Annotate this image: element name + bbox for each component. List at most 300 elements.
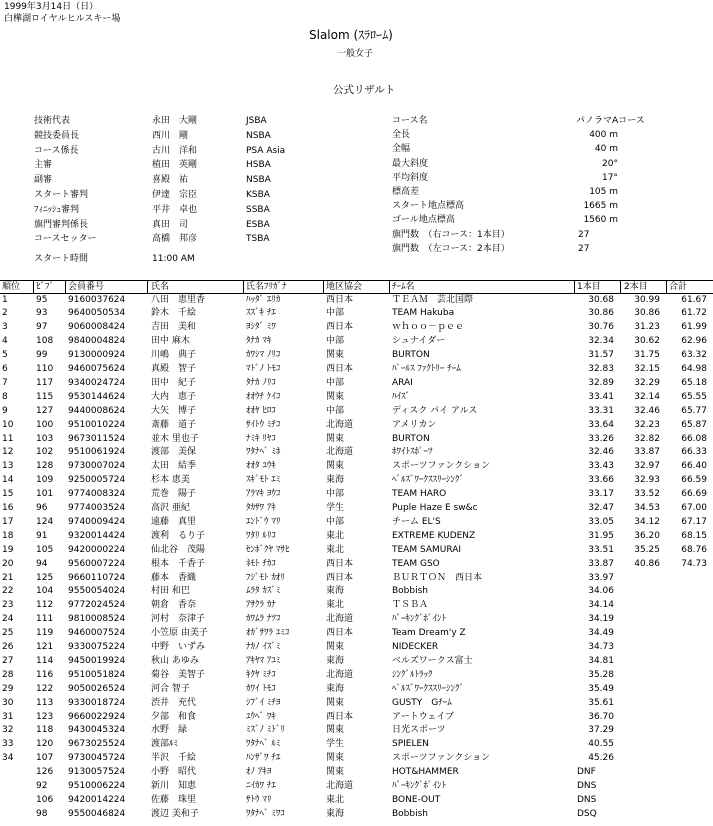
cell-total: 61.72	[681, 308, 707, 319]
cell-team: Bobbish	[392, 586, 428, 597]
course-label: 旗門数 （右コース：1本目）	[392, 229, 510, 240]
cell-team: ＢＵＲＴＯＮ 西日本	[392, 572, 483, 583]
cell-total: 67.00	[681, 503, 707, 513]
cell-region: 北海道	[326, 419, 354, 430]
cell-run1: 33.41	[588, 391, 614, 402]
cell-name: 水野 緑	[151, 725, 188, 736]
cell-total: 66.69	[681, 489, 707, 500]
cell-run1: 33.66	[588, 475, 614, 486]
cell-kana: ﾆｲｶﾜ ﾁｴ	[246, 781, 276, 791]
cell-region: 北海道	[326, 614, 354, 625]
cell-bib: 101	[36, 489, 54, 500]
cell-region: 西日本	[326, 572, 354, 583]
cell-member-no: 9420014224	[68, 794, 126, 805]
cell-run2: 34.12	[634, 516, 660, 527]
cell-run1: 33.05	[588, 516, 614, 527]
official-org: JSBA	[246, 116, 267, 126]
table-row	[0, 419, 713, 433]
cell-name: 渋井 充代	[151, 697, 197, 708]
cell-team: TEAM SAMURAI	[392, 544, 462, 555]
cell-member-no: 9550046824	[68, 808, 126, 819]
cell-name: 渡利 るり子	[151, 530, 206, 541]
cell-region: 関東	[326, 461, 345, 472]
cell-rank: 28	[2, 669, 14, 680]
cell-rank: 2	[2, 308, 8, 319]
cell-kana: ｵｵﾔ ﾋﾛｺ	[246, 405, 276, 416]
cell-kana: ｼﾌﾞｲ ﾐﾁﾖ	[246, 697, 281, 708]
cell-member-no: 9510006224	[68, 781, 126, 791]
table-header-row	[0, 280, 713, 294]
cell-region: 東海	[326, 475, 345, 486]
cell-run2: 33.52	[634, 489, 660, 500]
course-value: 105 m	[589, 187, 618, 197]
cell-member-no: 9320014424	[68, 530, 126, 541]
cell-kana: ｵﾉ ｱｷﾖ	[246, 767, 272, 778]
cell-kana: ｵｵｳﾁ ｹｲｺ	[246, 391, 281, 402]
cell-total: 74.73	[681, 558, 707, 569]
cell-member-no: 9810008524	[68, 614, 126, 625]
cell-member-no: 9250005724	[68, 475, 126, 486]
cell-bib: 107	[36, 753, 54, 764]
cell-member-no: 9130057524	[68, 767, 126, 778]
cell-name: 並木 里也子	[151, 433, 199, 444]
cell-region: 中部	[326, 489, 345, 500]
cell-member-no: 9510061924	[68, 447, 126, 458]
cell-bib: 128	[36, 461, 54, 472]
cell-name: 高沢 亜紀	[151, 503, 190, 513]
cell-run1: 31.95	[588, 530, 614, 541]
cell-run1: 33.51	[588, 544, 614, 555]
cell-total: 64.98	[681, 364, 707, 374]
table-row	[0, 655, 713, 669]
cell-kana: ﾜﾀﾘ ﾙﾘｺ	[246, 530, 276, 541]
cell-bib: 114	[36, 655, 54, 666]
cell-run2: 32.29	[634, 377, 660, 388]
cell-run1: 34.19	[588, 614, 614, 625]
cell-member-no: 9673011524	[68, 433, 126, 444]
cell-region: 北海道	[326, 447, 354, 458]
cell-member-no: 9330075224	[68, 642, 126, 652]
course-value: 20°	[602, 158, 618, 169]
cell-team: スポーツファンクション	[392, 461, 491, 472]
course-label: ゴール地点標高	[392, 215, 455, 226]
course-value: 1665 m	[583, 201, 618, 212]
cell-run1: 33.26	[588, 433, 614, 444]
course-label: 全幅	[392, 144, 411, 155]
cell-rank: 19	[2, 544, 14, 555]
cell-region: 関東	[326, 350, 345, 361]
cell-region: 東海	[326, 655, 345, 666]
cell-bib: 117	[36, 377, 54, 388]
official-name: 永田 大剛	[152, 116, 198, 126]
cell-bib: 111	[36, 614, 54, 625]
cell-team: ﾊﾟｰｷﾝｸﾞﾎﾟｲﾝﾄ	[392, 614, 447, 625]
cell-member-no: 9730045724	[68, 753, 126, 764]
cell-member-no: 9430045324	[68, 725, 126, 736]
cell-rank: 5	[2, 350, 8, 361]
official-role: 副審	[34, 175, 53, 186]
cell-total: 61.99	[681, 322, 707, 333]
cell-region: 北海道	[326, 781, 354, 791]
cell-name: 吉田 美和	[151, 322, 197, 333]
table-row	[0, 697, 713, 711]
cell-run1: 34.73	[588, 642, 614, 652]
course-label: 標高差	[392, 187, 420, 197]
cell-bib: 91	[36, 530, 48, 541]
cell-team: NIDECKER	[392, 642, 439, 652]
official-role: 競技委員長	[34, 130, 80, 141]
cell-member-no: 9774003524	[68, 503, 126, 513]
header-kana: 氏名ﾌﾘｶﾞﾅ	[246, 282, 287, 292]
cell-total: 65.18	[681, 377, 707, 388]
table-row	[0, 585, 713, 599]
cell-rank: 26	[2, 642, 14, 652]
cell-bib: 98	[36, 808, 48, 819]
cell-kana: ﾀﾅｶ ﾉﾘｺ	[246, 377, 276, 388]
official-name: 西川 剛	[152, 130, 189, 141]
official-role: スタート審判	[34, 190, 89, 200]
cell-bib: 116	[36, 669, 54, 680]
cell-kana: ｻﾄｳ ﾏﾘ	[246, 794, 272, 805]
cell-member-no: 9550054024	[68, 586, 126, 597]
cell-run1: 34.81	[588, 655, 614, 666]
cell-region: 中部	[326, 308, 345, 319]
table-row	[0, 488, 713, 502]
cell-name: 太田 結季	[151, 461, 197, 472]
header-rank: 順位	[2, 282, 21, 292]
cell-member-no: 9050026524	[68, 683, 126, 694]
cell-kana: ｶﾜｼﾏ ﾉﾘｺ	[246, 350, 281, 361]
cell-member-no: 9840004824	[68, 336, 126, 347]
cell-bib: 110	[36, 364, 54, 374]
cell-run1: 33.31	[588, 405, 614, 416]
cell-bib: 122	[36, 683, 54, 694]
table-row	[0, 530, 713, 544]
cell-team: ﾊﾞｰﾙｽ ﾌｧｸﾄﾘｰ ﾁｰﾑ	[392, 364, 461, 374]
cell-total: 66.40	[681, 461, 707, 472]
official-role: 旗門審判係長	[34, 219, 89, 230]
cell-rank: 12	[2, 447, 14, 458]
cell-bib: 93	[36, 308, 48, 319]
cell-region: 東海	[326, 808, 345, 819]
cell-run1: 37.29	[588, 725, 614, 736]
cell-rank: 29	[2, 683, 14, 694]
table-row	[0, 808, 713, 822]
cell-run1: 32.83	[588, 364, 614, 374]
cell-name: 根本 千香子	[151, 558, 206, 569]
table-row	[0, 780, 713, 794]
cell-rank: 30	[2, 697, 14, 708]
cell-run1: 33.87	[588, 558, 614, 569]
table-row	[0, 460, 713, 474]
cell-name: 八田 恵里香	[151, 294, 206, 305]
cell-kana: ﾑﾗﾀ ｶｽﾞﾐ	[246, 586, 281, 597]
cell-bib: 118	[36, 725, 54, 736]
cell-rank: 32	[2, 725, 14, 736]
cell-name: 小野 昭代	[151, 767, 197, 778]
cell-rank: 10	[2, 419, 14, 430]
cell-run2: 33.87	[634, 447, 660, 458]
cell-run1: 32.89	[588, 377, 614, 388]
table-row	[0, 377, 713, 391]
cell-name: 渡部ﾙﾐ	[151, 739, 179, 750]
cell-name: 渡辺 美和子	[151, 808, 199, 819]
header-team: ﾁｰﾑ名	[392, 282, 415, 292]
cell-team: 日光スポーツ	[392, 725, 446, 736]
cell-total: 66.33	[681, 447, 707, 458]
cell-name: 夕部 和食	[151, 711, 197, 722]
table-row	[0, 294, 713, 308]
official-org: NSBA	[246, 175, 271, 186]
cell-region: 関東	[326, 642, 345, 652]
table-row	[0, 349, 713, 363]
cell-bib: 113	[36, 697, 54, 708]
table-row	[0, 335, 713, 349]
cell-rank: 8	[2, 391, 8, 402]
official-name: 植田 英剛	[152, 160, 198, 171]
cell-rank: 31	[2, 711, 14, 722]
cell-name: 斎藤 道子	[151, 419, 197, 430]
start-time-label: スタート時間	[34, 254, 89, 264]
cell-region: 西日本	[326, 294, 354, 305]
cell-kana: ﾈﾓﾄ ﾁｶｺ	[246, 558, 276, 569]
table-row	[0, 641, 713, 655]
header-bib: ﾋﾞﾌﾞ	[36, 282, 55, 292]
table-row	[0, 572, 713, 586]
cell-kana: ｾﾝﾎﾞｸﾔ ﾏｻﾋ	[246, 544, 290, 555]
cell-run1: DNF	[577, 767, 596, 778]
cell-member-no: 9660110724	[68, 572, 126, 583]
event-date: 1999年3月14日（日）	[4, 2, 99, 12]
cell-region: 中部	[326, 377, 345, 388]
cell-team: BURTON	[392, 433, 430, 444]
cell-kana: ｷｸﾔ ﾐﾁｺ	[246, 669, 276, 680]
event-title: Slalom (ｽﾗﾛｰﾑ)	[309, 28, 393, 42]
cell-run2: 34.53	[634, 503, 660, 513]
cell-kana: ﾜﾀﾅﾍﾞ ﾐﾜｺ	[246, 808, 285, 819]
cell-member-no: 9420000224	[68, 544, 126, 555]
cell-name: 中野 いずみ	[151, 642, 206, 652]
header-member-no: 会員番号	[68, 282, 105, 292]
cell-name: 佐藤 珠里	[151, 794, 197, 805]
cell-bib: 123	[36, 711, 54, 722]
cell-member-no: 9772024524	[68, 600, 126, 611]
cell-rank: 27	[2, 655, 14, 666]
cell-kana: ﾖｼﾀﾞ ﾐﾜ	[246, 322, 276, 333]
cell-total: 66.59	[681, 475, 707, 486]
cell-team: アメリカン	[392, 419, 437, 430]
cell-team: GUSTY Gﾁｰﾑ	[392, 697, 452, 708]
cell-kana: ﾊﾝｻﾞﾜ ﾁｴ	[246, 753, 281, 764]
cell-run1: 32.34	[588, 336, 614, 347]
cell-member-no: 9330018724	[68, 697, 126, 708]
cell-team: EXTREME KUDENZ	[392, 530, 476, 541]
cell-member-no: 9673025524	[68, 739, 126, 750]
cell-name: 杉本 恵美	[151, 475, 190, 486]
cell-name: 村田 和巴	[151, 586, 190, 597]
table-row	[0, 502, 713, 516]
cell-rank: 7	[2, 377, 8, 388]
table-row	[0, 683, 713, 697]
cell-region: 東北	[326, 794, 345, 805]
cell-run2: 31.75	[634, 350, 660, 361]
official-org: KSBA	[246, 190, 270, 200]
table-row	[0, 391, 713, 405]
cell-run2: 30.86	[634, 308, 660, 319]
cell-name: 真殿 智子	[151, 364, 197, 374]
cell-team: ﾎﾜｲﾄｽﾎﾟｰﾂ	[392, 447, 433, 458]
table-row	[0, 752, 713, 766]
cell-team: Puple Haze E sw&c	[392, 503, 478, 513]
cell-run1: 33.64	[588, 419, 614, 430]
cell-rank: 25	[2, 628, 14, 639]
cell-total: 65.77	[681, 405, 707, 416]
cell-region: 東北	[326, 530, 345, 541]
cell-member-no: 9560007224	[68, 558, 126, 569]
cell-bib: 108	[36, 336, 54, 347]
cell-kana: ﾏﾄﾞﾉ ﾄﾓｺ	[246, 364, 281, 374]
official-org: HSBA	[246, 160, 271, 171]
course-value: 40 m	[594, 144, 618, 155]
cell-region: 関東	[326, 391, 345, 402]
table-row	[0, 724, 713, 738]
cell-member-no: 9460075624	[68, 364, 126, 374]
table-row	[0, 558, 713, 572]
table-row	[0, 738, 713, 752]
cell-kana: ﾜﾀﾅﾍﾞ ﾐﾎ	[246, 447, 281, 458]
course-value: 400 m	[589, 130, 618, 141]
cell-run1: 34.06	[588, 586, 614, 597]
cell-kana: ﾅﾐｷ ﾘﾔｺ	[246, 433, 276, 444]
cell-team: スポーツファンクション	[392, 753, 491, 764]
cell-team: ARAI	[392, 377, 413, 388]
header-run2: 2本目	[624, 282, 648, 292]
course-label: 最大斜度	[392, 158, 429, 169]
cell-name: 大内 恵子	[151, 391, 197, 402]
course-label: スタート地点標高	[392, 201, 465, 212]
cell-name: 川嶋 典子	[151, 350, 197, 361]
cell-kana: ｴﾝﾄﾞｳ ﾏﾘ	[246, 516, 281, 527]
cell-rank: 11	[2, 433, 14, 444]
official-role: 主審	[34, 160, 53, 171]
table-row	[0, 711, 713, 725]
course-label: 全長	[392, 130, 411, 141]
cell-kana: ｵｶﾞｻﾜﾗ ﾕﾐｺ	[246, 628, 290, 639]
cell-total: 68.76	[681, 544, 707, 555]
cell-team: BURTON	[392, 350, 430, 361]
cell-region: 中部	[326, 516, 345, 527]
cell-team: ｗｈｏｏ－ｐｅｅ	[392, 322, 465, 333]
cell-run1: 40.55	[588, 739, 614, 750]
cell-bib: 115	[36, 391, 54, 402]
cell-team: TEAM Hakuba	[392, 308, 455, 319]
table-row	[0, 627, 713, 641]
official-org: ESBA	[246, 219, 270, 230]
cell-run1: 33.97	[588, 572, 614, 583]
cell-total: 68.15	[681, 530, 707, 541]
cell-run2: 36.20	[634, 530, 660, 541]
course-value: パノラマAコース	[576, 116, 645, 126]
cell-kana: ｽｷﾞﾓﾄ ｴﾐ	[246, 475, 281, 486]
cell-region: 学生	[326, 739, 345, 750]
cell-name: 渡部 美保	[151, 447, 197, 458]
cell-rank: 22	[2, 586, 14, 597]
table-row	[0, 363, 713, 377]
cell-region: 関東	[326, 697, 345, 708]
official-name: 喜殿 祐	[152, 175, 189, 186]
cell-name: 遠藤 真里	[151, 516, 197, 527]
cell-bib: 112	[36, 600, 54, 611]
header-total: 合計	[669, 282, 688, 292]
cell-member-no: 9450019924	[68, 655, 126, 666]
cell-region: 関東	[326, 767, 345, 778]
official-role: コース係長	[34, 145, 79, 156]
cell-rank: 17	[2, 516, 14, 527]
cell-name: 田中 麻木	[151, 336, 190, 347]
cell-member-no: 9510051824	[68, 669, 126, 680]
table-row	[0, 446, 713, 460]
cell-kana: ｽｽﾞｷ ﾁｴ	[246, 308, 276, 319]
official-role: 技術代表	[34, 116, 71, 126]
cell-run1: 34.49	[588, 628, 614, 639]
cell-team: TEAM HARO	[392, 489, 447, 500]
table-row	[0, 321, 713, 335]
cell-run1: 31.57	[588, 350, 614, 361]
cell-kana: ﾐｽﾞﾉ ﾐﾄﾞﾘ	[246, 725, 285, 736]
header-region: 地区協会	[326, 282, 363, 292]
cell-rank: 1	[2, 294, 8, 305]
cell-rank: 14	[2, 475, 14, 486]
cell-bib: 97	[36, 322, 48, 333]
cell-member-no: 9730007024	[68, 461, 126, 472]
cell-bib: 96	[36, 503, 48, 513]
cell-region: 中部	[326, 336, 345, 347]
cell-run1: 33.17	[588, 489, 614, 500]
table-row	[0, 474, 713, 488]
official-role: ﾌｨﾆｯｼｭ審判	[34, 204, 80, 215]
cell-region: 西日本	[326, 558, 354, 569]
cell-bib: 125	[36, 572, 54, 583]
cell-rank: 20	[2, 558, 14, 569]
cell-member-no: 9340024724	[68, 377, 126, 388]
start-time-value: 11:00 AM	[152, 254, 195, 264]
cell-kana: ﾀﾅｶ ﾏｷ	[246, 336, 272, 347]
cell-kana: ﾀｶｻﾜ ｱｷ	[246, 503, 276, 513]
cell-team: シュナイダー	[392, 336, 446, 347]
cell-region: 東北	[326, 544, 345, 555]
cell-run1: 35.28	[588, 669, 614, 680]
cell-region: 関東	[326, 433, 345, 444]
cell-bib: 103	[36, 433, 54, 444]
cell-bib: 104	[36, 586, 54, 597]
cell-run2: 31.23	[634, 322, 660, 333]
cell-name: 河合 智子	[151, 683, 190, 694]
cell-run2: 32.82	[634, 433, 660, 444]
course-label: コース名	[392, 116, 428, 126]
cell-name: 秋山 あゆみ	[151, 655, 199, 666]
cell-run1: 30.68	[588, 294, 614, 305]
cell-region: 西日本	[326, 628, 354, 639]
cell-name: 朝倉 香奈	[151, 600, 197, 611]
cell-bib: 92	[36, 781, 48, 791]
cell-run1: 35.49	[588, 683, 614, 694]
cell-run1: 30.86	[588, 308, 614, 319]
cell-member-no: 9130000924	[68, 350, 126, 361]
document-title: 公式リザルト	[333, 84, 396, 96]
official-name: 高橋 邦彦	[152, 234, 198, 245]
cell-region: 学生	[326, 503, 345, 513]
course-value: 27	[578, 229, 590, 240]
